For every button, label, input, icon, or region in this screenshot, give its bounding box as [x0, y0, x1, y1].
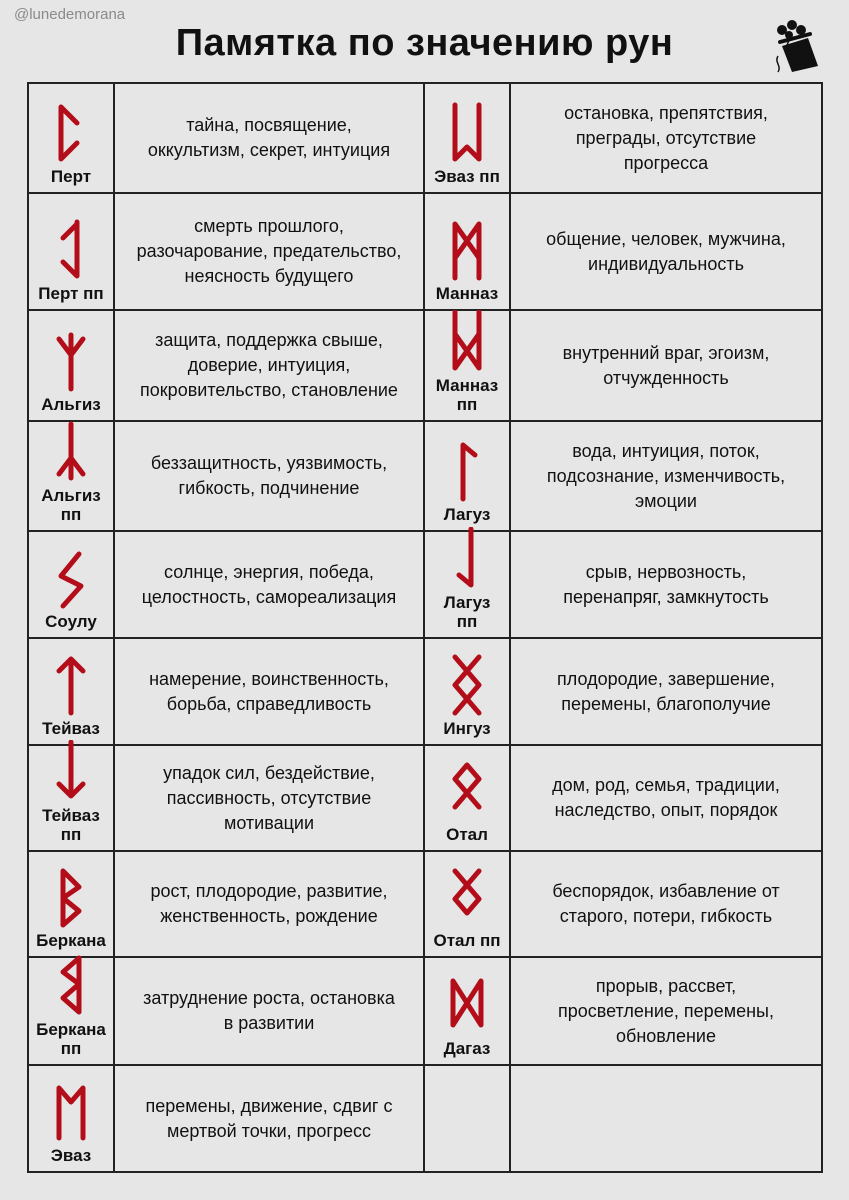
- rune-name: Перт пп: [38, 284, 104, 303]
- rune-meaning: намерение, воинственность, борьба, справедливость: [115, 639, 425, 746]
- rune-cell: [29, 84, 115, 194]
- rune-meaning: общение, человек, мужчина, индивидуальность: [511, 194, 823, 311]
- rune-meaning: вода, интуиция, поток, подсознание, изменчивость, эмоции: [511, 422, 823, 532]
- mannaz-rune-icon: [447, 218, 487, 282]
- rune-cell: [29, 852, 115, 958]
- rune-name: Лагуз: [443, 505, 491, 524]
- rune-name: Отал: [446, 825, 488, 844]
- algiz-reversed-rune-icon: [51, 420, 91, 484]
- rune-meaning: тайна, посвящение, оккультизм, секрет, интуиция: [115, 84, 425, 194]
- rune-meaning: срыв, нервозность, перенапряг, замкнутость: [511, 532, 823, 639]
- rune-meaning: рост, плодородие, развитие, женственность, рождение: [115, 852, 425, 958]
- rune-cell: [425, 852, 511, 958]
- rune-cell: [29, 958, 115, 1066]
- watermark: @lunedemorana: [14, 6, 126, 23]
- pert-reversed-rune-icon: [51, 218, 91, 282]
- rune-meaning: солнце, энергия, победа, целостность, самореализация: [115, 532, 425, 639]
- laguz-rune-icon: [447, 439, 487, 503]
- rune-meaning: плодородие, завершение, перемены, благополучие: [511, 639, 823, 746]
- rune-name: Тейваз пп: [42, 806, 100, 844]
- rune-name: Беркана пп: [36, 1020, 106, 1058]
- rune-cell: [29, 639, 115, 746]
- empty-cell: [425, 1066, 511, 1173]
- rune-cell: [425, 639, 511, 746]
- rune-name: Манназ пп: [435, 376, 499, 414]
- rune-cell: [29, 422, 115, 532]
- rune-name: Эваз: [50, 1146, 92, 1165]
- rune-name: Беркана: [36, 931, 106, 950]
- tiwaz-reversed-rune-icon: [51, 740, 91, 804]
- rune-meaning: затруднение роста, остановка в развитии: [115, 958, 425, 1066]
- rune-name: Альгиз пп: [41, 486, 101, 524]
- rune-name: Отал пп: [433, 931, 501, 950]
- berkana-rune-icon: [51, 865, 91, 929]
- mannaz-reversed-rune-icon: [447, 310, 487, 374]
- rune-cell: [425, 194, 511, 311]
- rune-name: Ингуз: [443, 719, 491, 738]
- rune-meaning: защита, поддержка свыше, доверие, интуиция, покровительство, становление: [115, 311, 425, 422]
- rune-meaning: остановка, препятствия, преграды, отсутствие прогресса: [511, 84, 823, 194]
- rune-table: [27, 82, 823, 1173]
- rune-cell: [29, 746, 115, 852]
- rune-pouch-icon: [768, 16, 826, 74]
- rune-name: Перт: [50, 167, 92, 186]
- rune-meaning: внутренний враг, эгоизм, отчужденность: [511, 311, 823, 422]
- othala-rune-icon: [447, 759, 487, 823]
- tiwaz-rune-icon: [51, 653, 91, 717]
- rune-cell: [425, 746, 511, 852]
- rune-name: Тейваз: [42, 719, 100, 738]
- pert-rune-icon: [51, 101, 91, 165]
- ehwaz-reversed-rune-icon: [447, 101, 487, 165]
- rune-meaning: беспорядок, избавление от старого, потери, гибкость: [511, 852, 823, 958]
- ingwaz-rune-icon: [447, 653, 487, 717]
- rune-name: Дагаз: [443, 1039, 491, 1058]
- rune-cell: [425, 532, 511, 639]
- rune-name: Манназ: [435, 284, 499, 303]
- rune-cell: [29, 532, 115, 639]
- algiz-rune-icon: [51, 329, 91, 393]
- sowulo-rune-icon: [51, 546, 91, 610]
- rune-cell: [29, 1066, 115, 1173]
- rune-cell: [425, 958, 511, 1066]
- rune-meaning: дом, род, семья, традиции, наследство, опыт, порядок: [511, 746, 823, 852]
- laguz-reversed-rune-icon: [447, 527, 487, 591]
- rune-cell: [425, 422, 511, 532]
- rune-meaning: смерть прошлого, разочарование, предательство, неясность будущего: [115, 194, 425, 311]
- rune-meaning: упадок сил, бездействие, пассивность, отсутствие мотивации: [115, 746, 425, 852]
- rune-cell: [29, 194, 115, 311]
- othala-reversed-rune-icon: [447, 865, 487, 929]
- rune-name: Эваз пп: [434, 167, 500, 186]
- rune-cell: [29, 311, 115, 422]
- rune-cell: [425, 311, 511, 422]
- rune-meaning: прорыв, рассвет, просветление, перемены, обновление: [511, 958, 823, 1066]
- rune-name: Соулу: [45, 612, 97, 631]
- page-title: Памятка по значению рун: [175, 22, 674, 64]
- rune-meaning: перемены, движение, сдвиг с мертвой точки, прогресс: [115, 1066, 425, 1173]
- ehwaz-rune-icon: [51, 1080, 91, 1144]
- dagaz-rune-icon: [445, 973, 489, 1037]
- berkana-reversed-rune-icon: [51, 954, 91, 1018]
- rune-meaning: беззащитность, уязвимость, гибкость, подчинение: [115, 422, 425, 532]
- rune-name: Альгиз: [41, 395, 101, 414]
- rune-cell: [425, 84, 511, 194]
- rune-name: Лагуз пп: [443, 593, 491, 631]
- empty-cell: [511, 1066, 823, 1173]
